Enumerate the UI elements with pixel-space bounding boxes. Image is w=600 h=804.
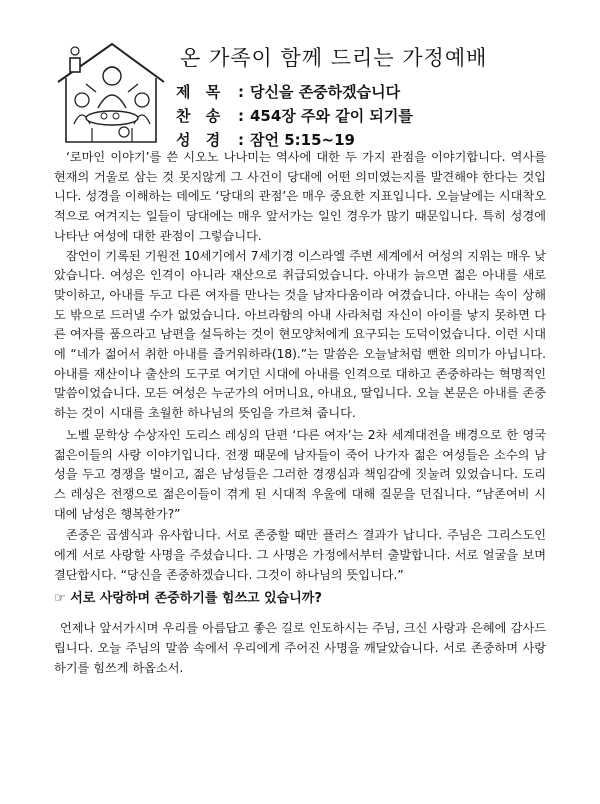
reflection-question-text: 서로 사랑하며 존중하기를 힘쓰고 있습니까? <box>70 591 322 607</box>
reflection-question <box>54 589 546 609</box>
pointing-hand-icon: ☞ <box>54 591 66 607</box>
table-icon <box>86 111 138 125</box>
meta-separator: : <box>238 83 244 101</box>
meta-label-scripture: 성 경 <box>176 131 226 149</box>
devotional-body <box>54 148 546 678</box>
chimney-icon <box>70 58 80 72</box>
house-wall-icon <box>66 78 156 142</box>
meta-row-hymn <box>176 104 576 128</box>
body-paragraph: ‘로마인 이야기’를 쓴 시오노 나나미는 역사에 대한 두 가지 관점을 이야기합니다. 역사를 현재의 거울로 삼는 것 못지않게 그 사건이 당대에 어떤 의미였는지를 발견해야 한다는 것입니다. 성경을 이해하는 데에도 ‘당대의 관점’은 매우 중요한 지표입니다. 오늘날에는 시대착오적으로 여겨지는 일들이 당대에는 매우 앞서가는 일인 경우가 많기 때문입니다. 특히 성경에 나타난 여성에 대한 관점이 그렇습니다. <box>54 150 546 243</box>
body-paragraph: 잠언이 기록된 기원전 10세기에서 7세기경 이스라엘 주변 세계에서 여성의 지위는 매우 낮았습니다. 여성은 인격이 아니라 재산으로 취급되었습니다. 아내가 늙으면 젊은 아내를 새로 맞이하고, 아내를 두고 다른 여자를 만나는 것을 남자다움이라 여겼습니다. 아내는 속이 상해도 밖으로 드러낼 수가 없었습니다. 아브라함의 아내 사라처럼 자신이 아이를 낳지 못하면 다른 여자를 품으라고 남편을 설득하는 것이 현모양처에게 요구되는 도덕이었습니다. 이런 시대에 “네가 젊어서 취한 아내를 즐거워하라(18).”는 말씀은 오늘날처럼 뻔한 의미가 아닙니다. 아내를 재산이나 출산의 도구로 여기던 시대에 아내를 인격으로 대하고 존중하라는 혁명적인 말씀이었습니다. 모든 여성은 누군가의 어머니요, 아내요, 딸입니다. 오늘 본문은 아내를 존중하는 것이 시대를 초월한 하나님의 뜻임을 가르쳐 줍니다. <box>54 248 546 421</box>
meta-separator: : <box>238 131 244 149</box>
meta-value-topic: 당신을 존중하겠습니다 <box>250 83 401 101</box>
worship-info <box>176 80 576 152</box>
meta-value-scripture: 잠언 5:15~19 <box>250 131 355 149</box>
meta-row-topic <box>176 80 576 104</box>
baby-icon <box>119 127 129 137</box>
closing-prayer: 언제나 앞서가시며 우리를 아름답고 좋은 길로 인도하시는 주님, 크신 사랑과 은혜에 감사드립니다. 오늘 주님의 말씀 속에서 우리에게 주어진 사명을 깨달았습니다. 서로 존중하며 사랑하기를 힘쓰게 하옵소서. <box>54 621 546 675</box>
body-paragraph: 노벨 문학상 수상자인 도리스 레싱의 단편 ‘다른 여자’는 2차 세계대전을 배경으로 한 영국 젊은이들의 사랑 이야기입니다. 전쟁 때문에 남자들이 죽어 나가자 젊은 여성들은 소수의 남성을 두고 경쟁을 벌이고, 젊은 남성들은 그러한 경쟁심과 책임감에 짓눌려 있었습니다. 도리스 레싱은 전쟁으로 젊은이들이 겪게 된 시대적 우울에 대해 질문을 던집니다. “남존여비 시대에 남성은 행복한가?” <box>54 427 546 521</box>
page-title: 온 가족이 함께 드리는 가정예배 <box>180 46 488 70</box>
body-paragraph: 존중은 곱셈식과 유사합니다. 서로 존중할 때만 플러스 결과가 납니다. 주님은 그리스도인에게 서로 사랑할 사명을 주셨습니다. 그 사명은 가정에서부터 출발합니다. 서로 얼굴을 보며 결단합시다. “당신을 존중하겠습니다. 그것이 하나님의 뜻입니다.” <box>54 528 546 582</box>
meta-label-topic: 제 목 <box>176 83 226 101</box>
meta-label-hymn: 찬 송 <box>176 107 226 125</box>
child-icon <box>135 93 149 107</box>
family-worship-illustration <box>52 38 170 148</box>
meta-value-hymn: 454장 주와 같이 되기를 <box>250 107 413 125</box>
meta-separator: : <box>238 107 244 125</box>
child-icon <box>75 93 89 107</box>
